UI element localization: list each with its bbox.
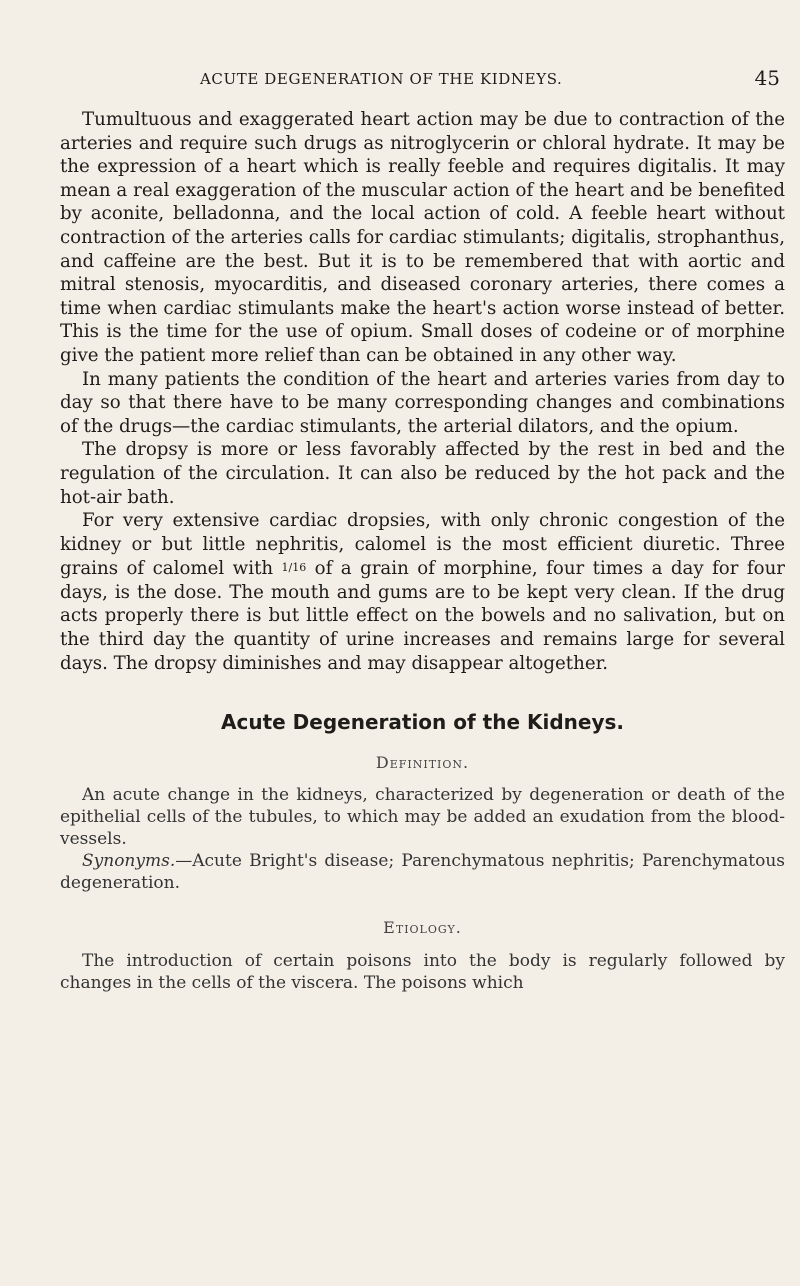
definition-text: An acute change in the kidneys, characterized by degeneration or death of the epithelial cells of the tubules, to which may be added an exudation from the blood-vessels. [60,785,785,850]
etiology-text: The introduction of certain poisons into the body is regularly followed by changes in the cells of the viscera. The poisons which [60,951,785,994]
definition-block [60,784,785,894]
section-title: Acute Degeneration of the Kidneys. [221,710,624,735]
body-text [60,108,785,994]
calomel-text-after: of a grain of morphine, four times a day for four days, is the dose. The mouth and gums are to be kept very clean. If the drug acts properly there is but little effect on the bowels and no salivation, but on the third day the quantity of urine increases and remains large for several days. The dropsy diminishes and may disappear altogether. [60,558,785,674]
running-head [60,66,780,94]
synonyms [60,850,785,894]
paragraph: Tumultuous and exaggerated heart action may be due to contraction of the arteries and require such drugs as nitroglycerin or chloral hydrate. It may be the expression of a heart which is really feeble and requires digitalis. It may mean a real exaggeration of the muscular action of the heart and be benefited by aconite, belladonna, and the local action of cold. A feeble heart without contraction of the arteries calls for cardiac stimulants; digitalis, strophanthus, and caffeine are the best. But it is to be remembered that with aortic and mitral stenosis, myocarditis, and diseased coronary arteries, there comes a time when cardiac stimulants make the heart's action worse instead of better. This is the time for the use of opium. Small doses of codeine or of morphine give the patient more relief than can be obtained in any other way. [60,109,785,366]
etiology-block [60,950,785,994]
fraction: 1/16 [281,561,307,575]
page-number: 45 [754,66,780,90]
calomel-text-before: For very extensive cardiac dropsies, with only chronic congestion of the kidney or but little nephritis, calomel is the most efficient diuretic. Three grains of calomel with [60,510,785,580]
paragraph: The dropsy is more or less favorably affected by the rest in bed and the regulation of the circulation. It can also be reduced by the hot pack and the hot-air bath. [60,439,785,508]
synonyms-label: Synonyms. [82,851,176,872]
spacer [60,894,785,916]
paragraph-calomel [60,509,785,675]
etiology-heading: Etiology. [383,918,462,938]
running-title: ACUTE DEGENERATION OF THE KIDNEYS. [200,70,563,88]
synonyms-text: —Acute Bright's disease; Parenchymatous nephritis; Parenchymatous degeneration. [60,851,785,894]
definition-heading: Definition. [375,752,470,772]
paragraph: In many patients the condition of the heart and arteries varies from day to day so that there have to be many corresponding changes and combinations of the drugs—the cardiac stimulants, the arterial dilators, and the opium. [60,368,785,437]
